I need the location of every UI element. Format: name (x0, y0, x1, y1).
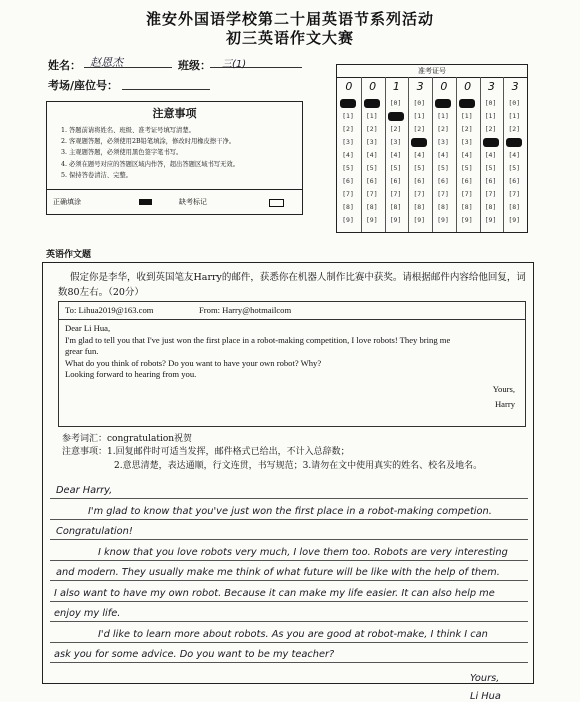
exam-id-digit: 3 (416, 80, 424, 93)
answer-line: I also want to have my own robot. Because it can make my life easier. It can also help me (54, 587, 495, 599)
digit-bubble[interactable]: [5] (342, 164, 354, 172)
answer-line: Congratulation! (56, 526, 133, 537)
digit-bubble[interactable]: [4] (508, 151, 521, 159)
digit-bubble[interactable]: [0] (389, 99, 402, 107)
digit-bubble[interactable]: [3] (365, 138, 378, 146)
digit-bubble[interactable]: [7] (437, 190, 449, 198)
digit-bubble[interactable]: [2] (389, 125, 402, 133)
digit-bubble[interactable]: [9] (484, 216, 497, 224)
digit-bubble[interactable]: [0] (508, 99, 521, 107)
digit-bubble[interactable]: [1] (342, 112, 354, 120)
exam-id-column (432, 77, 457, 232)
digit-bubble[interactable]: [1] (388, 112, 404, 121)
notice-item: 5. 保持答卷清洁、完整。 (61, 171, 132, 179)
exam-id-column (503, 77, 527, 232)
digit-bubble[interactable]: [0] (340, 99, 356, 108)
digit-bubble[interactable]: [1] (365, 112, 378, 120)
exam-id-digit: 3 (487, 80, 495, 93)
digit-bubble[interactable]: [5] (437, 164, 449, 172)
exam-id-column (408, 77, 433, 232)
digit-bubble[interactable]: [0] (484, 99, 497, 107)
email-box (58, 301, 526, 427)
digit-bubble[interactable]: [3] (411, 138, 427, 147)
ruled-line (50, 601, 528, 602)
email-to: To: Lihua2019@163.com (65, 305, 154, 315)
digit-bubble[interactable]: [7] (460, 190, 473, 198)
correct-fill-mark (139, 199, 152, 205)
digit-bubble[interactable]: [6] (460, 177, 473, 185)
fill-legend (47, 189, 302, 214)
ruled-line (50, 498, 528, 499)
digit-bubble[interactable]: [2] (437, 125, 449, 133)
email-line: What do you think of robots? Do you want to have your own robot? Why? (65, 357, 322, 368)
digit-bubble[interactable]: [4] (389, 151, 402, 159)
digit-bubble[interactable]: [2] (413, 125, 426, 133)
ruled-line (50, 642, 528, 643)
digit-bubble[interactable]: [1] (508, 112, 521, 120)
digit-bubble[interactable]: [8] (342, 203, 354, 211)
digit-bubble[interactable]: [2] (342, 125, 354, 133)
digit-bubble[interactable]: [8] (389, 203, 402, 211)
digit-bubble[interactable]: [5] (389, 164, 402, 172)
digit-bubble[interactable]: [9] (508, 216, 521, 224)
answer-line: Dear Harry, (56, 485, 113, 496)
digit-bubble[interactable]: [7] (342, 190, 354, 198)
digit-bubble[interactable]: [1] (484, 112, 497, 120)
email-body (59, 320, 525, 413)
ruled-line (50, 662, 528, 663)
exam-id-digit: 0 (345, 80, 353, 93)
notice-box (46, 101, 303, 215)
digit-bubble[interactable]: [5] (508, 164, 521, 172)
digit-bubble[interactable]: [6] (342, 177, 354, 185)
digit-bubble[interactable]: [3] (483, 138, 499, 147)
notice-item: 3. 主观题答题，必须使用黑色签字笔书写。 (61, 149, 183, 157)
exam-id-column (480, 77, 505, 232)
digit-bubble[interactable]: [2] (508, 125, 521, 133)
digit-bubble[interactable]: [4] (365, 151, 378, 159)
digit-bubble[interactable]: [6] (437, 177, 449, 185)
digit-bubble[interactable]: [2] (484, 125, 497, 133)
digit-bubble[interactable]: [6] (413, 177, 426, 185)
exam-id-column (385, 77, 410, 232)
digit-bubble[interactable]: [7] (508, 190, 521, 198)
digit-bubble[interactable]: [5] (413, 164, 426, 172)
notice-title: 注意事项 (152, 107, 197, 120)
ruled-line (50, 560, 528, 561)
exam-id-column (361, 77, 386, 232)
digit-bubble[interactable]: [2] (365, 125, 378, 133)
notes-line: 2.意思清楚，表达通顺，行文连贯，书写规范；3.请勿在文中使用真实的姓名、校名及地名。 (114, 461, 483, 471)
digit-bubble[interactable]: [3] (389, 138, 402, 146)
exam-id-digit: 0 (464, 80, 472, 93)
notice-item: 2. 客观题答题，必须使用2B铅笔填涂，修改时用橡皮擦干净。 (61, 138, 236, 146)
digit-bubble[interactable]: [9] (342, 216, 354, 224)
email-closing: Yours, (492, 383, 515, 394)
missing-mark-box[interactable] (269, 199, 284, 207)
reference-vocab: 参考词汇：congratulation祝贺 (62, 434, 193, 444)
exam-title: 淮安外国语学校第二十届英语节系列活动 (145, 10, 434, 28)
digit-bubble[interactable]: [0] (413, 99, 426, 107)
digit-bubble[interactable]: [8] (437, 203, 449, 211)
email-greeting: Dear Li Hua, (65, 323, 111, 333)
writing-prompt: 假定你是李华，收到英国笔友Harry的邮件，获悉你在机器人制作比赛中获奖。请根据邮件内容给他回复，词数80左右。（20分） (58, 272, 526, 298)
digit-bubble[interactable]: [1] (437, 112, 449, 120)
digit-bubble[interactable]: [0] (459, 99, 475, 108)
digit-bubble[interactable]: [7] (389, 190, 402, 198)
exam-id-digit: 0 (369, 80, 377, 93)
ruled-line (50, 539, 528, 540)
ruled-line (50, 621, 528, 622)
digit-bubble[interactable]: [8] (484, 203, 497, 211)
digit-bubble[interactable]: [1] (413, 112, 426, 120)
digit-bubble[interactable]: [4] (460, 151, 473, 159)
digit-bubble[interactable]: [9] (437, 216, 449, 224)
seat-field[interactable] (122, 89, 210, 90)
digit-bubble[interactable]: [9] (365, 216, 378, 224)
digit-bubble[interactable]: [7] (365, 190, 378, 198)
writing-notes (62, 445, 522, 473)
digit-bubble[interactable]: [8] (413, 203, 426, 211)
digit-bubble[interactable]: [8] (508, 203, 521, 211)
answer-line: ask you for some advice. Do you want to be my teacher? (54, 649, 335, 660)
email-line: grear fun. (65, 346, 99, 357)
digit-bubble[interactable]: [0] (435, 99, 451, 108)
answer-line: enjoy my life. (54, 608, 121, 619)
digit-bubble[interactable]: [6] (508, 177, 521, 185)
digit-bubble[interactable]: [7] (413, 190, 426, 198)
class-value[interactable]: 三(1) (222, 59, 247, 70)
digit-bubble[interactable]: [5] (460, 164, 473, 172)
digit-bubble[interactable]: [6] (484, 177, 497, 185)
exam-id-title: 准考证号 (337, 65, 527, 78)
answer-line: I know that you love robots very much, I love them too. Robots are very interesting (98, 546, 508, 558)
digit-bubble[interactable]: [9] (460, 216, 473, 224)
exam-subtitle: 初三英语作文大赛 (225, 29, 354, 47)
digit-bubble[interactable]: [5] (365, 164, 378, 172)
notes-line: 注意事项：1.回复邮件时可适当发挥，邮件格式已给出，不计入总辞数； (62, 447, 350, 457)
exam-id-grid (336, 64, 528, 233)
digit-bubble[interactable]: [2] (460, 125, 473, 133)
correct-fill-label: 正确填涂 (53, 198, 81, 206)
ruled-line (50, 519, 528, 520)
class-label: 班级： (178, 59, 211, 72)
exam-id-column (456, 77, 481, 232)
digit-bubble[interactable]: [3] (342, 138, 354, 146)
email-from: From: Harry@hotmailcom (199, 305, 292, 315)
digit-bubble[interactable]: [1] (460, 112, 473, 120)
digit-bubble[interactable]: [9] (413, 216, 426, 224)
digit-bubble[interactable]: [6] (365, 177, 378, 185)
digit-bubble[interactable]: [3] (437, 138, 449, 146)
exam-id-digit: 1 (392, 80, 400, 93)
digit-bubble[interactable]: [0] (364, 99, 380, 108)
digit-bubble[interactable]: [4] (437, 151, 449, 159)
email-line: Looking forward to hearing from you. (65, 369, 197, 380)
email-header (59, 302, 525, 320)
answer-signoff: Li Hua (470, 690, 501, 702)
notice-item: 1. 答题前请将姓名、班级、准考证号填写清楚。 (61, 127, 195, 134)
answer-line: and modern. They usually make me think of what future will be like with the help of them. (56, 567, 500, 578)
digit-bubble[interactable]: [8] (365, 203, 378, 211)
digit-bubble[interactable]: [6] (389, 177, 402, 185)
digit-bubble[interactable]: [7] (484, 190, 497, 198)
answer-signoff: Yours, (470, 672, 500, 684)
digit-bubble[interactable]: [9] (389, 216, 402, 224)
email-signature: Harry (494, 398, 515, 409)
digit-bubble[interactable]: [3] (506, 138, 522, 147)
name-value[interactable]: 赵恩杰 (90, 56, 123, 69)
digit-bubble[interactable]: [3] (460, 138, 473, 146)
exam-id-digit: 0 (440, 80, 448, 93)
section-title: 英语作文题 (46, 250, 92, 260)
exam-id-column (337, 77, 362, 232)
email-line: I'm glad to tell you that I've just won the first place in a robot-making competition, I love robots! They bring me (65, 334, 451, 345)
digit-bubble[interactable]: [4] (413, 151, 426, 159)
name-label: 姓名： (48, 59, 81, 72)
ruled-line (50, 580, 528, 581)
seat-label: 考场/座位号： (48, 79, 119, 92)
exam-id-digit: 3 (511, 80, 519, 93)
digit-bubble[interactable]: [4] (342, 151, 354, 159)
digit-bubble[interactable]: [8] (460, 203, 473, 211)
answer-line: I'd like to learn more about robots. As you are good at robot-make, I think I can (98, 628, 488, 640)
digit-bubble[interactable]: [5] (484, 164, 497, 172)
notice-item: 4. 必须在题号对应的答题区域内作答，超出答题区域书写无效。 (61, 160, 240, 168)
missing-mark-label: 缺考标记 (179, 198, 207, 206)
answer-line: I'm glad to know that you've just won the first place in a robot-making competion. (88, 505, 492, 517)
digit-bubble[interactable]: [4] (484, 151, 497, 159)
